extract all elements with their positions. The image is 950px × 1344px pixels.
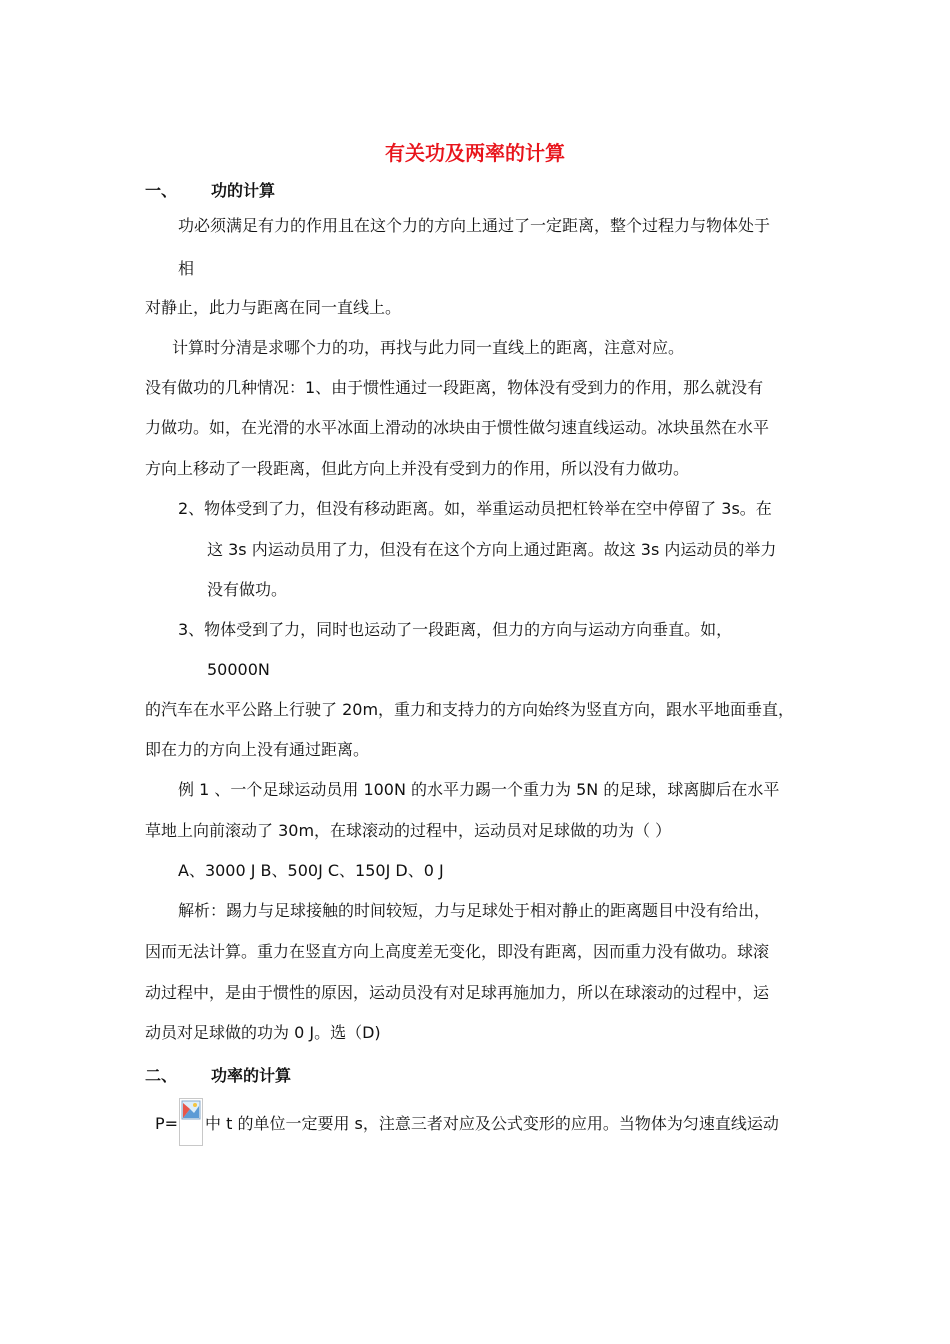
analysis-line: 解析：踢力与足球接触的时间较短，力与足球处于相对静止的距离题目中没有给出， <box>178 901 771 920</box>
paragraph-line: 力做功。如，在光滑的水平冰面上滑动的冰块由于惯性做匀速直线运动。冰块虽然在水平 <box>145 418 770 437</box>
paragraph-line: 对静止，此力与距离在同一直线上。 <box>145 298 402 317</box>
formula-prefix: P= <box>155 1114 179 1133</box>
paragraph-line: 没有做功的几种情况：1、由于惯性通过一段距离，物体没有受到力的作用，那么就没有 <box>145 378 764 397</box>
paragraph-line: 这 3s 内运动员用了力，但没有在这个方向上通过距离。故这 3s 内运动员的举力 <box>207 540 777 559</box>
analysis-line: 动过程中，是由于惯性的原因，运动员没有对足球再施加力，所以在球滚动的过程中，运 <box>145 983 770 1002</box>
paragraph-line: 功必须满足有力的作用且在这个力的方向上通过了一定距离，整个过程力与物体处于 <box>178 216 771 235</box>
broken-image-icon <box>179 1098 203 1146</box>
example-question-line: 例 1 、一个足球运动员用 100N 的水平力踢一个重力为 5N 的足球，球离脚后在水平 <box>178 780 780 799</box>
paragraph-line: 没有做功。 <box>207 580 288 599</box>
section2-heading: 功率的计算 <box>211 1066 292 1085</box>
document-title: 有关功及两率的计算 <box>385 141 565 165</box>
paragraph-line: 相 <box>178 259 195 278</box>
analysis-line: 因而无法计算。重力在竖直方向上高度差无变化，即没有距离，因而重力没有做功。球滚 <box>145 942 770 961</box>
paragraph-line: 计算时分清是求哪个力的功，再找与此力同一直线上的距离，注意对应。 <box>172 338 685 357</box>
section2-number: 二、 <box>145 1066 178 1085</box>
analysis-line: 动员对足球做的功为 0 J。选（D) <box>145 1023 381 1042</box>
example-question-line: 草地上向前滚动了 30m，在球滚动的过程中，运动员对足球做的功为（ ） <box>145 821 672 840</box>
answer-options: A、3000 J B、500J C、150J D、0 J <box>178 861 444 880</box>
section1-number: 一、 <box>145 181 178 200</box>
paragraph-line: 的汽车在水平公路上行驶了 20m，重力和支持力的方向始终为竖直方向，跟水平地面垂直， <box>145 700 795 719</box>
paragraph-line: 即在力的方向上没有通过距离。 <box>145 740 370 759</box>
formula-description: 中 t 的单位一定要用 s，注意三者对应及公式变形的应用。当物体为匀速直线运动 <box>205 1114 779 1133</box>
paragraph-line: 50000N <box>207 660 270 679</box>
section1-heading: 功的计算 <box>211 181 276 200</box>
paragraph-line: 2、物体受到了力，但没有移动距离。如，举重运动员把杠铃举在空中停留了 3s。在 <box>178 499 772 518</box>
paragraph-line: 3、物体受到了力，同时也运动了一段距离，但力的方向与运动方向垂直。如， <box>178 620 733 639</box>
paragraph-line: 方向上移动了一段距离，但此方向上并没有受到力的作用，所以没有力做功。 <box>145 459 690 478</box>
